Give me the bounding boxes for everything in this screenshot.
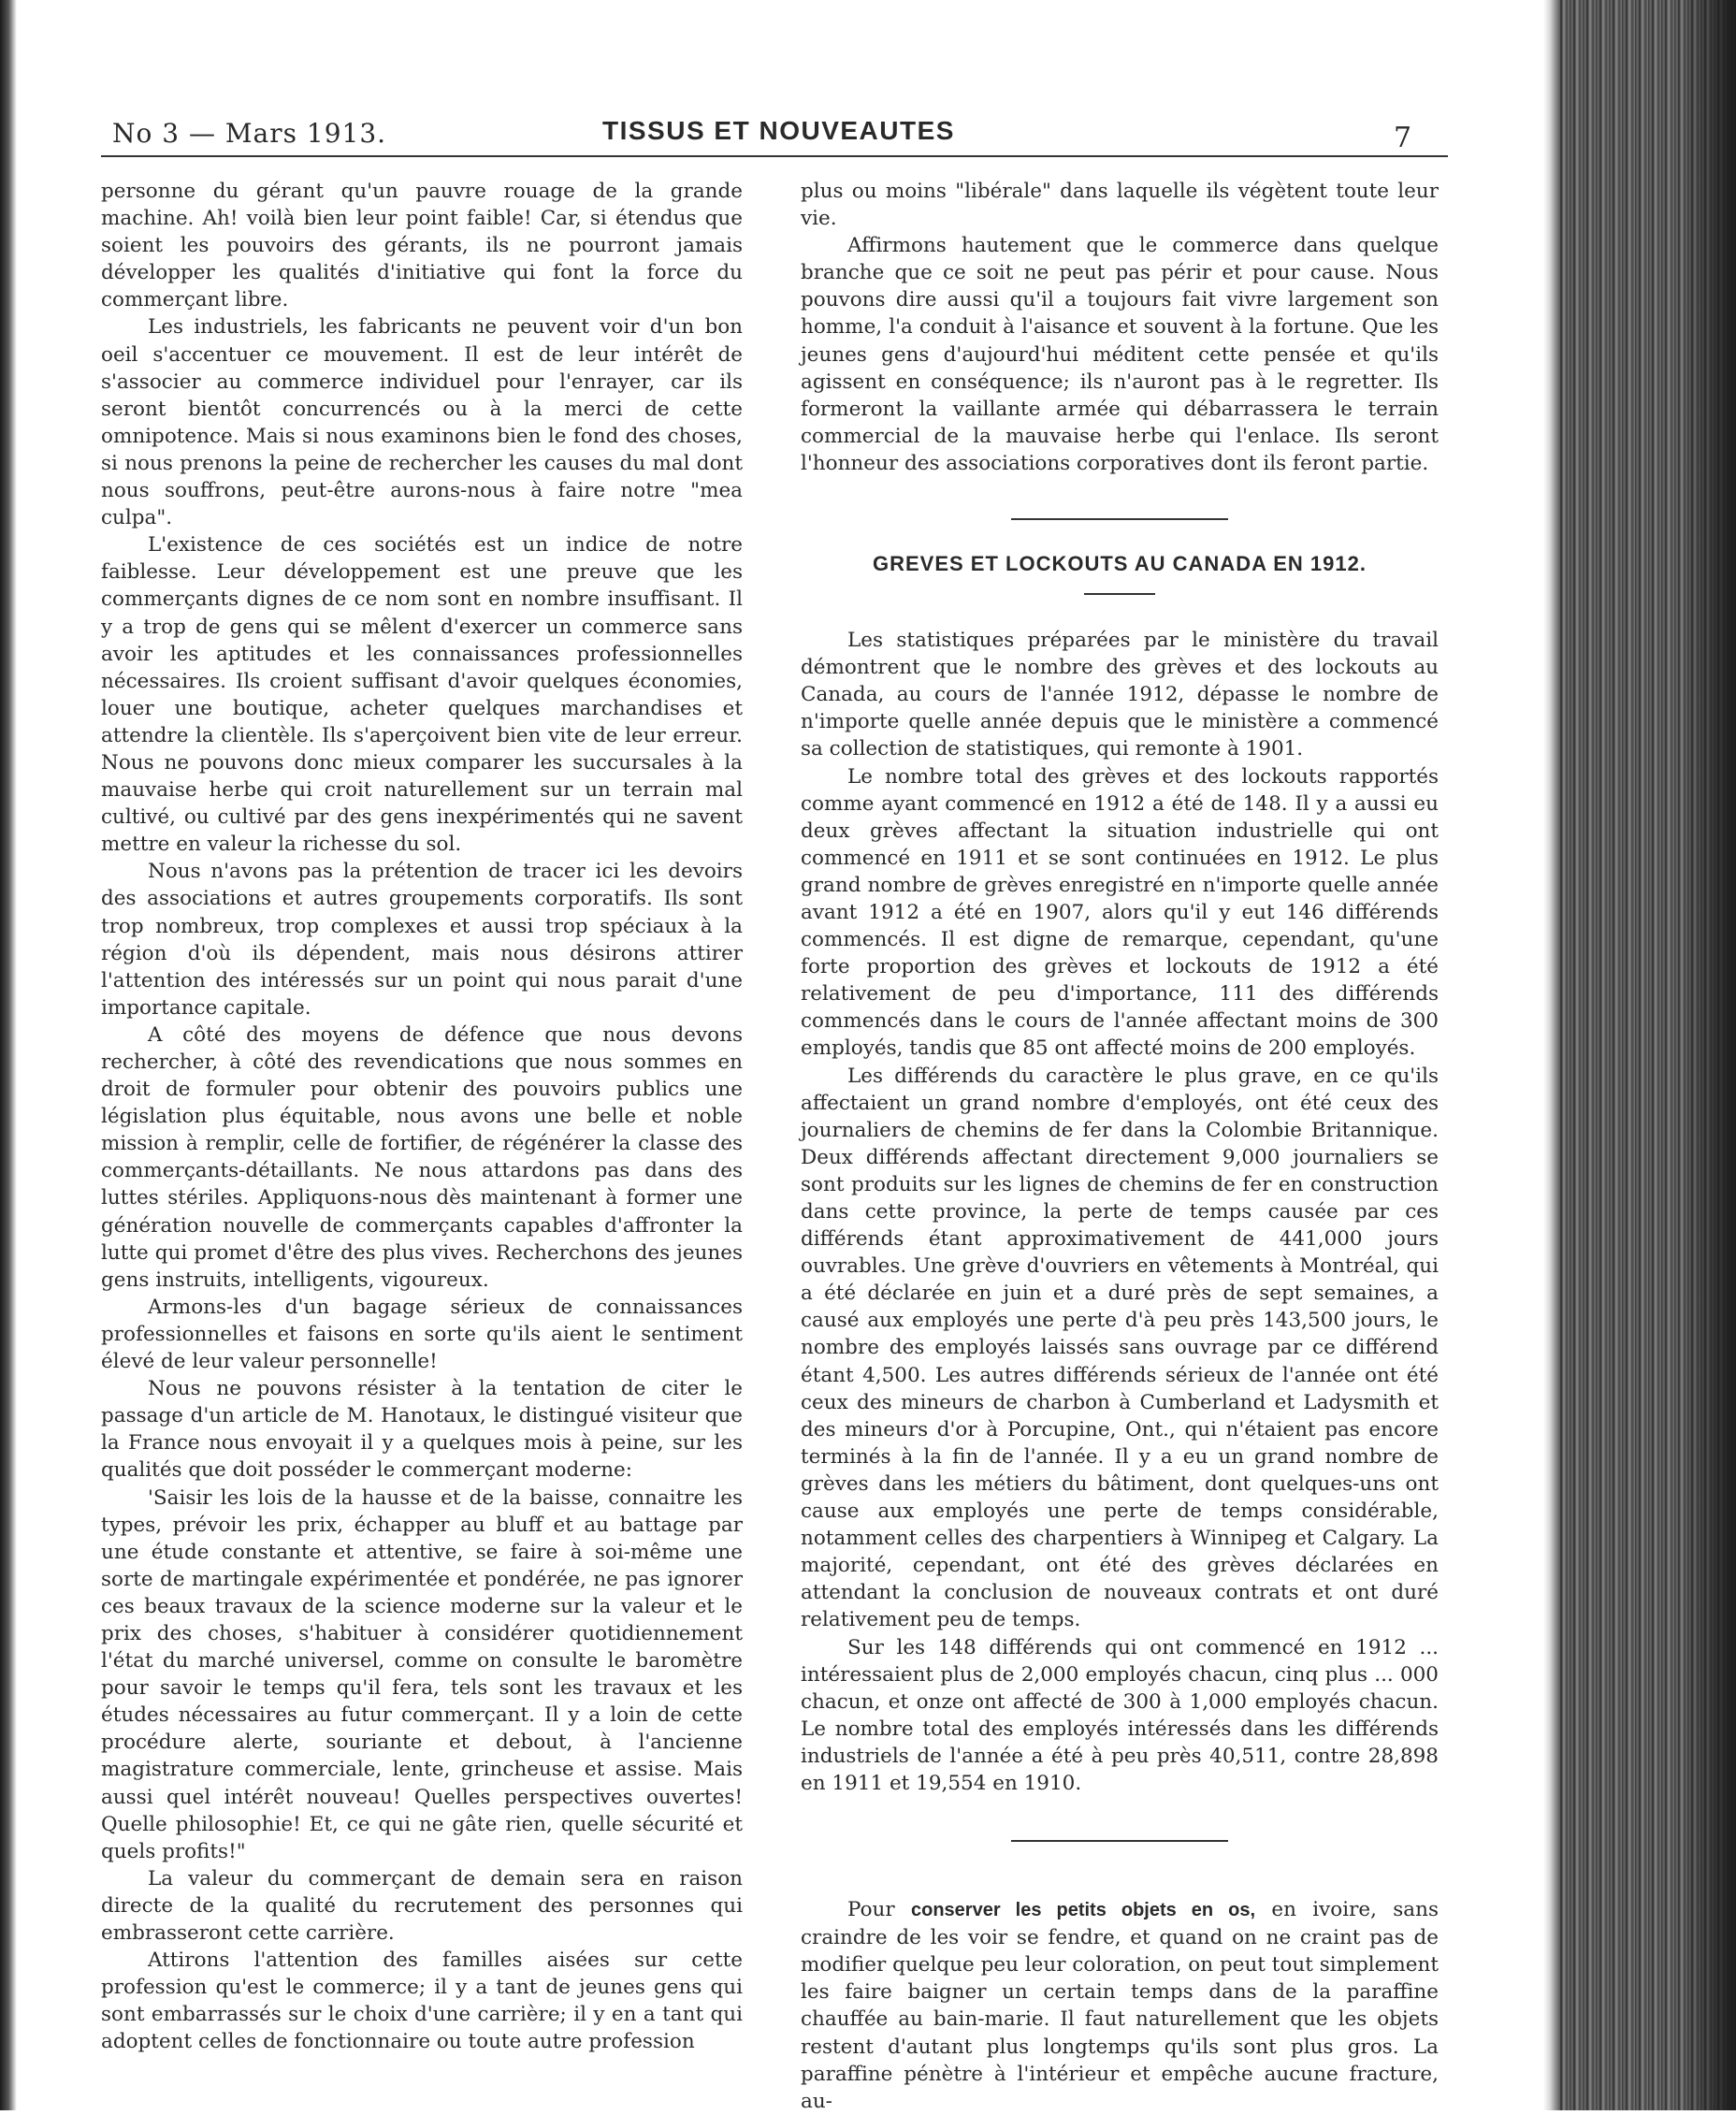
paragraph: Les différends du caractère le plus grave, en ce qu'ils affectaient un grand nombre d'employés, ont été ceux des journaliers de chemins de fer dans la Colombie Britannique. Deux différends affectant directement 9,000 journaliers se sont produits sur les lignes de chemins de fer en construction dans cette province, la perte de temps causée par ces différends étant approximativement de 441,000 jours ouvrables. Une grève d'ouvriers en vêtements à Montréal, qui a été déclarée en juin et a duré près de sept semaines, a causé aux employés une perte d'à peu près 143,500 jours, le nombre des employés laissés sans ouvrage par ce différend étant 4,500. Les autres différends sérieux de l'année ont été ceux des mineurs de charbon à Cumberland et Ladysmith et des mineurs d'or à Porcupine, Ont., qui n'étaient pas encore terminés à la fin de l'année. Il y a eu un grand nombre de grèves dans les métiers du bâtiment, dont quelques-uns ont cause aux employés une perte de temps considérable, notamment celles des charpentiers à Winnipeg et Calgary. La majorité, cependant, ont été des grèves déclarées en attendant la conclusion de nouveaux contrats et ont duré relativement peu de temps. — [801, 1064, 1439, 1632]
paragraph: A côté des moyens de défence que nous devons rechercher, à côté des revendications que nous sommes en droit de formuler pour obtenir des pouvoirs publics une législation plus équitable, nous avons une belle et noble mission à remplir, celle de fortifier, de régénérer la classe des commerçants-détaillants. Ne nous attardons pas dans des luttes stériles. Appliquons-nous dès maintenant à former une génération nouvelle de commerçants capables d'affronter la lutte qui promet d'être des plus vives. Recherchons des jeunes gens instruits, intelligents, vigoureux. — [101, 1022, 743, 1292]
quotation: 'Saisir les lois de la hausse et de la baisse, connaitre les types, prévoir les prix, échapper au bluff et au battage par une étude constante et attentive, se faire à soi-même une sorte de martingale expérimentée et pondérée, ne pas ignorer ces beaux travaux de la science moderne sur la valeur et le prix des choses, s'habituer à considérer quotidiennement l'état du marché universel, comme on consulte le baromètre pour savoir le temps qu'il fera, tels sont les travaux et les études nécessaires au futur commerçant. Il y a loin de cette procédure alerte, souriante et debout, à l'ancienne magistrature commerciale, lente, grincheuse et assise. Mais aussi quel intérêt nouveau! Quelles perspectives ouvertes! Quelle philosophie! Et, ce qui ne gâte rien, quelle sécurité et quels profits!" — [101, 1485, 743, 1863]
paragraph: plus ou moins "libérale" dans laquelle ils végètent toute leur vie. — [801, 180, 1439, 231]
paragraph: Affirmons hautement que le commerce dans quelque branche que ce soit ne peut pas périr et pour cause. Nous pouvons dire aussi qu'il a toujours fait vivre largement son homme, l'a conduit à l'aisance et souvent à la fortune. Que les jeunes gens d'aujourd'hui méditent cette pensée et qu'ils agissent en conséquence; ils n'auront pas à le regretter. Ils formeront la vaillante armée qui débarrassera le terrain commercial de la mauvaise herbe qui l'enlace. Ils seront l'honneur des associations corporatives dont ils feront partie. — [801, 234, 1439, 475]
running-header — [101, 112, 1448, 157]
note-paragraph — [801, 1896, 1439, 2115]
title-underline — [1084, 593, 1155, 595]
paragraph: Les statistiques préparées par le ministère du travail démontrent que le nombre des grèves et des lockouts au Canada, au cours de l'année 1912, dépasse le nombre de n'importe quelle année depuis que le ministère a commencé sa collection de statistiques, qui remonte à 1901. — [801, 629, 1439, 761]
paragraph: Le nombre total des grèves et des lockouts rapportés comme ayant commencé en 1912 a été de 148. Il y a aussi eu deux grèves affectant la situation industrielle qui ont commencé en 1911 et se sont continuées en 1912. Le plus grand nombre de grèves enregistré en n'importe quelle année avant 1912 a été en 1907, alors qu'il y eut 146 différends commencés. Il est digne de remarque, cependant, qu'une forte proportion des grèves et lockouts de 1912 a été relativement de peu d'importance, 111 des différends commencés dans le cours de l'année affectant moins de 300 employés, tandis que 85 ont affecté moins de 200 employés. — [801, 764, 1439, 1061]
paragraph: personne du gérant qu'un pauvre rouage de la grande machine. Ah! voilà bien leur point faible! Car, si étendus que soient les pouvoirs des gérants, ils ne pourront jamais développer les qualités d'initiative qui font la force du commerçant libre. — [101, 180, 743, 312]
paragraph: L'existence de ces sociétés est un indice de notre faiblesse. Leur développement est une preuve que les commerçants dignes de ce nom sont en nombre insuffisant. Il y a trop de gens qui se mêlent d'exercer un commerce sans avoir les aptitudes et les connaissances professionnelles nécessaires. Ils croient suffisant d'avoir quelques économies, louer une boutique, acheter quelques marchandises et attendre la clientèle. Ils s'aperçoivent bien vite de leur erreur. Nous ne pouvons donc mieux comparer les succursales à la mauvaise herbe qui croit naturellement sur un terrain mal cultivé, ou cultivé par des gens inexpérimentés qui ne savent mettre en valeur la richesse du sol. — [101, 533, 743, 857]
paragraph: Les industriels, les fabricants ne peuvent voir d'un bon oeil s'accentuer ce mouvement. Il est de leur intérêt de s'associer au commerce individuel pour l'enrayer, car ils seront bientôt concurrencés ou à la merci de cette omnipotence. Mais si nous examinons bien le fond des choses, si nous prenons la peine de rechercher les causes du mal dont nous souffrons, peut-être aurons-nous à faire notre "mea culpa". — [101, 315, 743, 530]
section-divider — [1011, 518, 1228, 520]
paragraph: Sur les 148 différends qui ont commencé en 1912 ... intéressaient plus de 2,000 employés chacun, cinq plus ... 000 chacun, et onze ont affecté de 300 à 1,000 employés chacun. Le nombre total des employés intéressés dans les différends industriels de l'année a été à peu près 40,511, contre 28,898 en 1911 et 19,554 en 1910. — [801, 1635, 1439, 1795]
page-number: 7 — [1394, 122, 1412, 154]
section-divider — [1011, 1840, 1228, 1842]
section-title: GREVES ET LOCKOUTS AU CANADA EN 1912. — [872, 552, 1367, 576]
journal-title: TISSUS ET NOUVEAUTES — [602, 116, 955, 145]
paragraph: Attirons l'attention des familles aisées sur cette profession qu'est le commerce; il y a tant de jeunes gens qui sont embarrassés sur le choix d'une carrière; il y en a tant qui adoptent celles de fonctionnaire ou toute autre profession — [101, 1948, 743, 2054]
paragraph: Nous n'avons pas la prétention de tracer ici les devoirs des associations et autres groupements corporatifs. Ils sont trop nombreux, trop complexes et aussi trop spéciaux à la région d'où ils dépendent, mais nous désirons attirer l'attention des intéressés sur un point qui nous parait d'une importance capitale. — [101, 860, 743, 1020]
issue-date: No 3 — Mars 1913. — [112, 118, 387, 149]
book-page-edges — [1543, 0, 1736, 2110]
left-column — [101, 178, 743, 2055]
journal-page — [101, 112, 1448, 2113]
paragraph: Armons-les d'un bagage sérieux de connaissances professionnelles et faisons en sorte qu'ils aient le sentiment élevé de leur valeur personnelle! — [101, 1295, 743, 1374]
note-bold-phrase: conserver les petits objets en os, — [910, 1900, 1256, 1921]
note-lead: Pour — [847, 1898, 911, 1922]
scan-left-edge — [0, 0, 17, 2110]
paragraph: La valeur du commerçant de demain sera en raison directe de la qualité du recrutement des personnes qui embrasseront cette carrière. — [101, 1866, 743, 1945]
note-body: en ivoire, sans craindre de les voir se fendre, et quand on ne craint pas de modifier quelque peu leur coloration, on peut tout simplement les faire baigner un certain temps dans de la paraffine chauffée au bain-marie. Il faut naturellement que les objets restent d'autant plus longtemps qu'ils sont plus gros. La paraffine pénètre à l'intérieur et empêche aucune fracture, au- — [801, 1898, 1439, 2113]
right-column — [801, 178, 1439, 2115]
paragraph: Nous ne pouvons résister à la tentation de citer le passage d'un article de M. Hanotaux, le distingué visiteur que la France nous envoyait il y a quelques mois à peine, sur les qualités que doit posséder le commerçant moderne: — [101, 1377, 743, 1483]
